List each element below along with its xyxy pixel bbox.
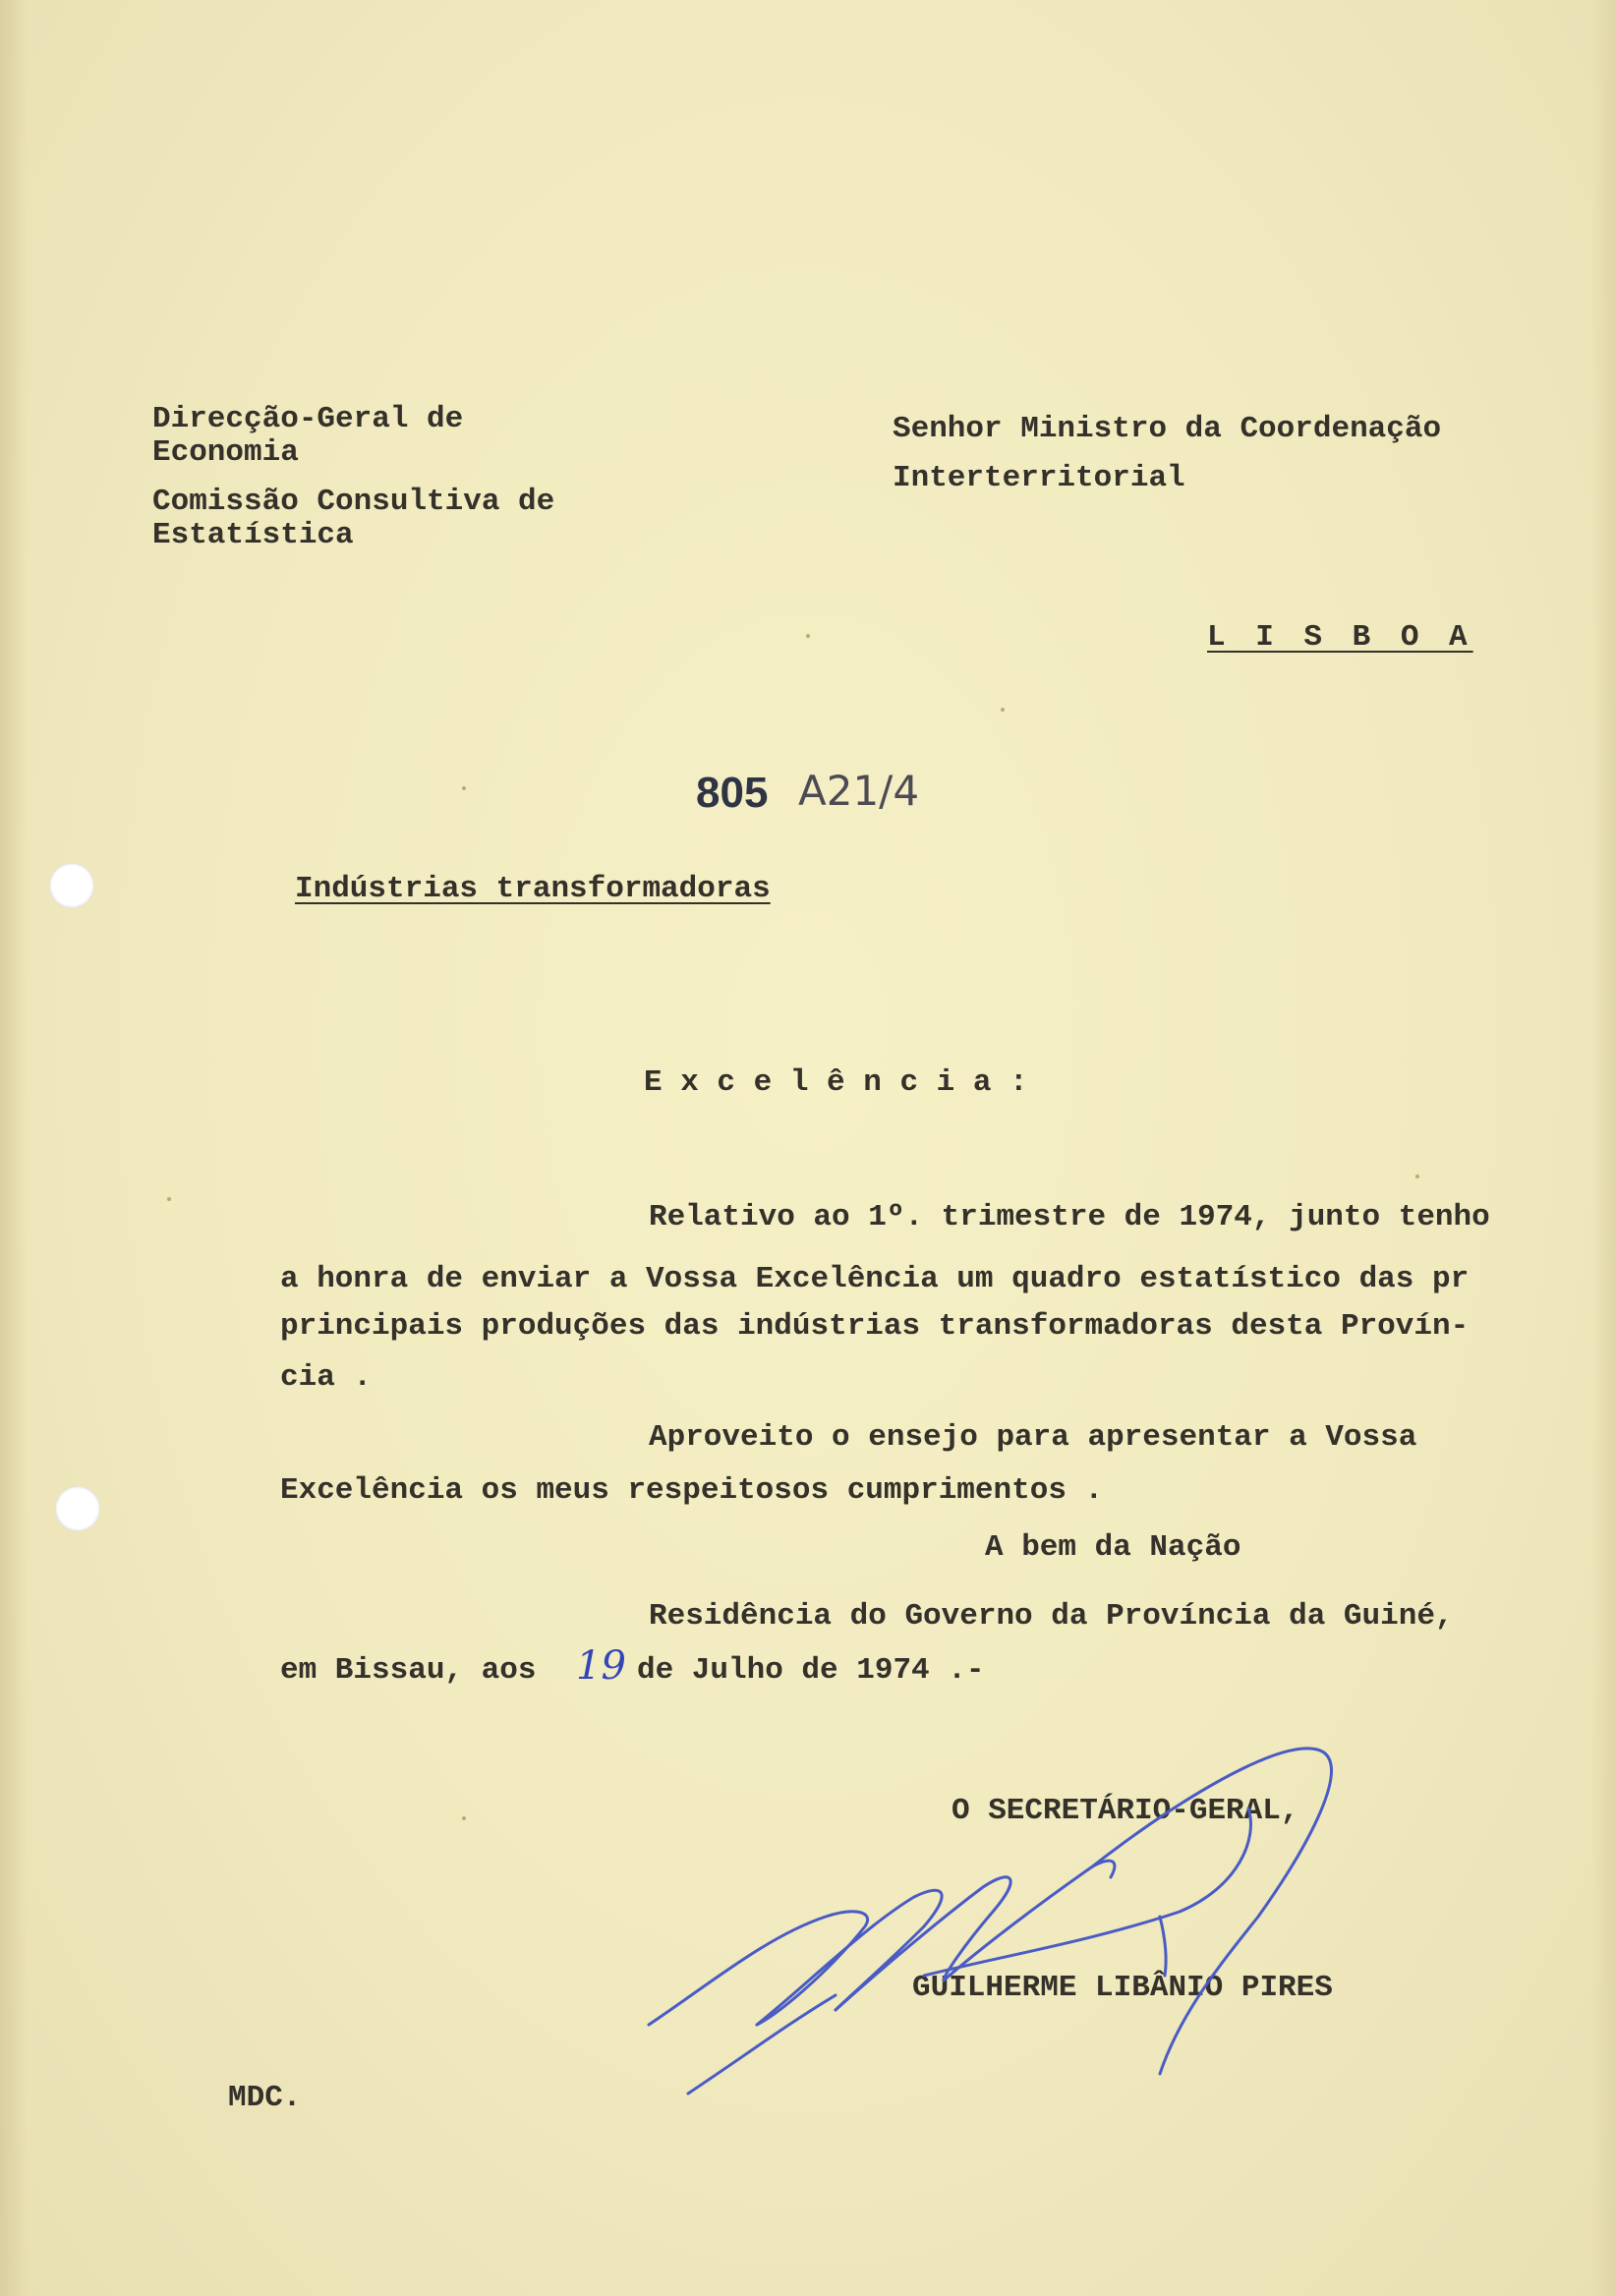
body-p1-line-4: cia . [280,1360,373,1395]
handwritten-day: 19 [576,1643,626,1689]
body-p1-line-2: a honra de enviar a Vossa Excelência um quadro estatístico das pr [280,1262,1470,1296]
place-line-2-start: em Bissau, aos [280,1653,537,1688]
paper-speck [462,1816,466,1820]
paper-speck [1001,708,1005,712]
sender-line-3: Comissão Consultiva de [152,485,555,519]
signature-title: O SECRETÁRIO-GERAL, [952,1794,1299,1828]
paper-speck [462,786,466,790]
recipient-city: L I S B O A [1207,620,1473,655]
paper-speck [1415,1175,1419,1178]
reference-number: 805 [696,769,769,817]
sender-line-1: Direcção-Geral de [152,402,464,436]
reference-handwritten: A21/4 [798,767,920,815]
signature-name: GUILHERME LIBÂNIO PIRES [912,1971,1333,2005]
punch-hole-bottom [55,1486,100,1531]
body-p1-line-1: Relativo ao 1º. trimestre de 1974, junto tenho [649,1200,1490,1234]
paper-edge-left [0,0,28,2296]
body-p2-line-1: Aproveito o ensejo para apresentar a Vossa [649,1420,1417,1455]
closing-formula: A bem da Nação [985,1530,1241,1565]
sender-line-2: Economia [152,435,299,470]
typist-initials: MDC. [228,2081,302,2115]
paper-speck [167,1197,171,1201]
place-line-2-end: de Julho de 1974 .- [637,1653,985,1688]
recipient-line-2: Interterritorial [893,461,1185,495]
body-p2-line-2: Excelência os meus respeitosos cumprimentos . [280,1473,1104,1508]
body-p1-line-3: principais produções das indústrias transformadoras desta Provín- [280,1309,1470,1344]
salutation: E x c e l ê n c i a : [644,1065,1028,1100]
recipient-line-1: Senhor Ministro da Coordenação [893,412,1442,446]
paper-edge-right [1591,0,1615,2296]
handwritten-signature [629,1730,1415,2103]
subject-line: Indústrias transformadoras [295,872,771,906]
place-line-1: Residência do Governo da Província da Guiné, [649,1599,1454,1634]
sender-line-4: Estatística [152,518,354,552]
paper-speck [806,634,810,638]
punch-hole-top [49,863,94,908]
